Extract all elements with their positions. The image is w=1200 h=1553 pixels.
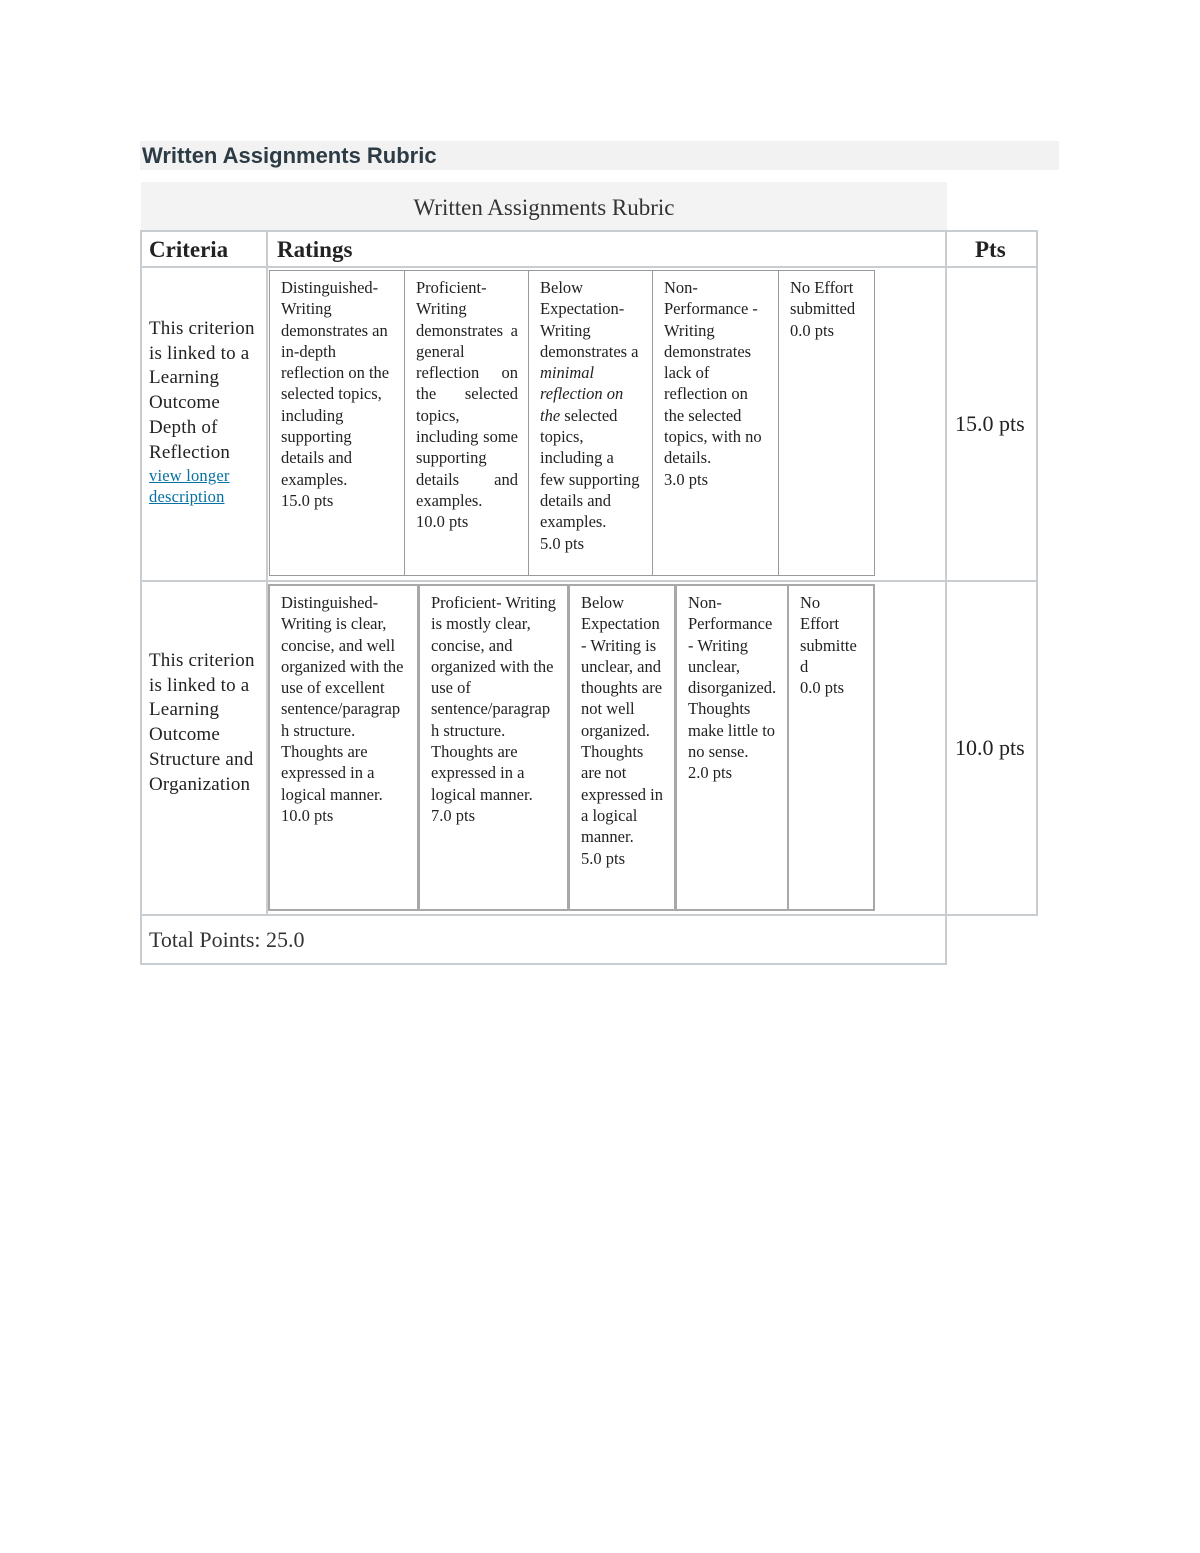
criterion-text: This criterion is linked to a Learning Outcome Depth of Reflection [149,318,255,463]
rating-distinguished [268,584,419,911]
rating-description: Distinguished- Writing is clear, concise, and well organized with the use of excellent sentence/paragraph structure. Thoughts are expressed in a logical manner. [281,593,404,804]
pts-header: Pts [975,237,1006,262]
rating-points: 15.0 pts [281,490,334,510]
criterion-text: This criterion is linked to a Learning Outcome Structure and Organization [149,650,255,795]
total-points: Total Points: 25.0 [149,927,305,952]
rating-points: 5.0 pts [540,533,585,553]
rating-below-expectation [568,584,676,911]
page-title: Written Assignments Rubric [142,143,437,168]
criterion-points-2: 10.0 pts [955,735,1025,760]
rating-proficient [404,270,529,576]
rating-distinguished [269,270,405,576]
rating-points: 7.0 pts [431,805,476,825]
rating-description: Below Expectation- Writing is unclear, and thoughts are not well organized. Thoughts are not expressed in a logical manner. [581,593,664,847]
criterion-description-2 [149,649,264,797]
rating-description-end: selected topics, including a few supporting details and examples. [540,405,640,532]
rating-non-performance [652,270,779,576]
criterion-description-1 [149,317,261,510]
rating-description: Proficient- Writing demonstrates a general reflection on the selected topics, including some supporting details and examples. [416,278,518,510]
table-caption: Written Assignments Rubric [141,182,947,230]
rating-non-performance [675,584,789,911]
rating-points: 3.0 pts [664,469,709,489]
rating-description [540,277,642,533]
rating-points: 0.0 pts [790,320,835,340]
rating-description: No Effort submitted [790,278,856,319]
rating-description-start: Below Expectation- Writing demonstrates a [540,278,639,361]
view-longer-description-link[interactable]: view longer description [149,466,230,507]
rating-below-expectation [528,270,653,576]
rating-points: 0.0 pts [800,678,845,698]
rating-no-effort [778,270,875,576]
rating-description: No Effort submitted [800,593,857,676]
rating-proficient [418,584,569,911]
rating-no-effort [787,584,875,911]
rating-description: Non-Performance- Writing unclear, disorganized. Thoughts make little to no sense. [688,593,777,762]
rating-description: Proficient- Writing is mostly clear, concise, and organized with the use of sentence/paragraph structure. Thoughts are expressed in a logical manner. [431,593,557,804]
rating-description: Distinguished- Writing demonstrates an in-depth reflection on the selected topics, including supporting details and examples. [281,278,390,489]
ratings-header-cell [266,230,947,268]
rating-points: 10.0 pts [281,805,334,825]
ratings-header: Ratings [277,237,353,262]
criterion-points-1: 15.0 pts [955,411,1025,436]
rating-description: Non-Performance - Writing demonstrates lack of reflection on the selected topics, with no details. [664,278,762,468]
rating-points: 2.0 pts [688,763,733,783]
rating-description-emphasis: minimal reflection on the [540,363,624,425]
rating-points: 10.0 pts [416,512,469,532]
criteria-header: Criteria [149,237,229,262]
rating-points: 5.0 pts [581,848,626,868]
